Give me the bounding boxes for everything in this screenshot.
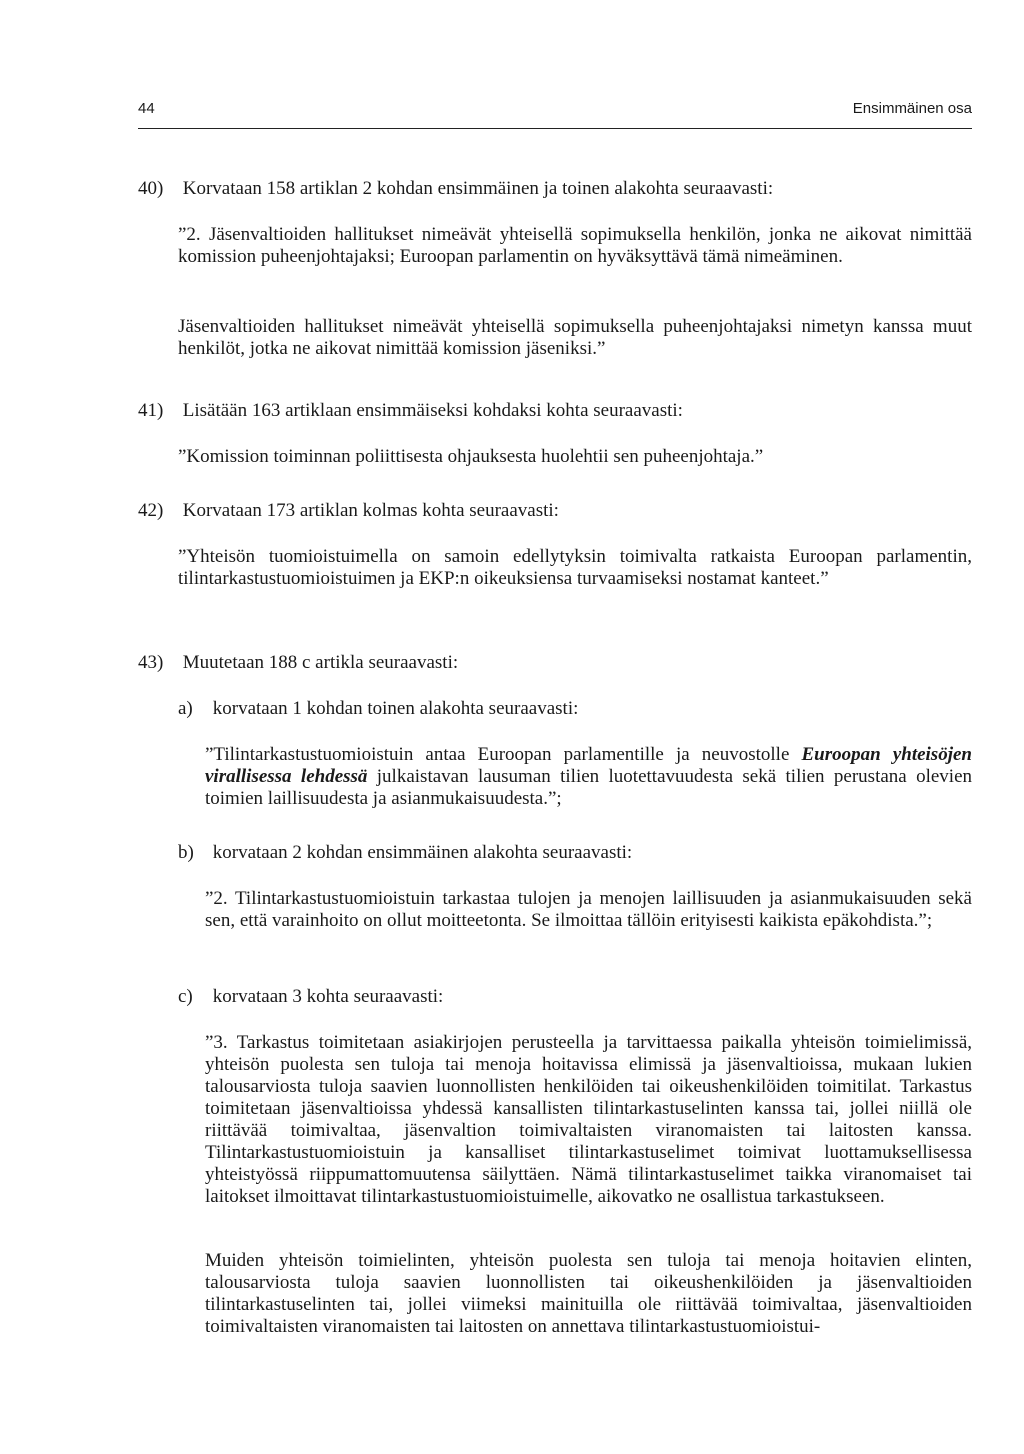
- item-text: Korvataan 158 artiklan 2 kohdan ensimmäinen ja toinen alakohta seuraavasti:: [182, 178, 774, 199]
- quote-paragraph: ”Yhteisön tuomioistuimella on samoin edellytyksin toimivalta ratkaista Euroopan parlamentin, tilintarkastustuomioistuimen ja EKP:n oikeuksiensa turvaamiseksi nostamat kanteet.”: [178, 546, 972, 589]
- header-rule: [138, 128, 972, 129]
- quote-text: julkaistavan lausuman tilien luotettavuudesta sekä tilien perustana olevien toimien laillisuudesta ja asianmukaisuudesta.”;: [205, 766, 972, 809]
- subitem-c: [178, 986, 443, 1008]
- subitem-b: [178, 842, 632, 864]
- item-43: [138, 652, 458, 674]
- item-40: [138, 178, 773, 200]
- item-text: Lisätään 163 artiklaan ensimmäiseksi kohdaksi kohta seuraavasti:: [182, 400, 683, 421]
- item-label: 41): [138, 400, 164, 421]
- journal-title: Euroopan yhteisöjen virallisessa lehdessä: [205, 744, 972, 787]
- quote-paragraph: ”3. Tarkastus toimitetaan asiakirjojen perusteella ja tarvittaessa paikalla yhteisön toimielimissä, yhteisön puolesta sen tuloja tai menoja hoitavissa elimissä ja jäsenvaltioissa, mukaan lukien talousarviosta tuloja saavien luonnollisten henkilöiden tai oikeushenkilöiden toimitilat. Tarkastus toimitetaan jäsenvaltioissa yhdessä kansallisten tilintarkastuselinten kanssa tai, jollei niillä ole riittävää toimivaltaa, jäsenvaltion toimivaltaisten viranomaisten tai laitosten kanssa. Tilintarkastustuomioistuin ja kansalliset tilintarkastuselimet toimivat luottamuksellisessa yhteistyössä riippumattomuutensa säilyttäen. Nämä tilintarkastuselimet taikka viranomaiset tai laitokset ilmoittavat tilintarkastustuomioistuimelle, aikovatko ne osallistua tarkastukseen.: [205, 1032, 972, 1207]
- section-title: Ensimmäinen osa: [852, 100, 972, 117]
- subitem-text: korvataan 2 kohdan ensimmäinen alakohta seuraavasti:: [212, 842, 633, 863]
- subitem-label: a): [178, 698, 193, 719]
- quote-paragraph: ”Komission toiminnan poliittisesta ohjauksesta huolehtii sen puheenjohtaja.”: [178, 446, 764, 467]
- subitem-a: [178, 698, 578, 720]
- item-text: Korvataan 173 artiklan kolmas kohta seuraavasti:: [182, 500, 559, 521]
- item-42: [138, 500, 559, 522]
- quote-paragraph: ”2. Tilintarkastustuomioistuin tarkastaa tulojen ja menojen laillisuuden ja asianmukaisuuden sekä sen, että varainhoito on ollut moitteetonta. Se ilmoittaa tällöin erityisesti kaikista epäkohdista.”;: [205, 888, 972, 931]
- subitem-text: korvataan 3 kohta seuraavasti:: [212, 986, 444, 1007]
- quote-paragraph: Muiden yhteisön toimielinten, yhteisön puolesta sen tuloja tai menoja hoitavien elinten, talousarviosta tuloja saavien luonnollisten tai oikeushenkilöiden ja jäsenvaltioiden tilintarkastuselinten tai, jollei viimeksi mainituilla ole riittävää toimivaltaa, jäsenvaltioiden toimivaltaisten viranomaisten tai laitosten on annettava tilintarkastustuomioistui-: [205, 1250, 972, 1337]
- quote-paragraph: ”2. Jäsenvaltioiden hallitukset nimeävät yhteisellä sopimuksella henkilön, jonka ne aikovat nimittää komission puheenjohtajaksi; Euroopan parlamentin on hyväksyttävä tämä nimeäminen.: [178, 224, 972, 267]
- item-label: 42): [138, 500, 164, 521]
- page-number: 44: [138, 100, 155, 117]
- item-41: [138, 400, 683, 422]
- item-label: 40): [138, 178, 164, 199]
- subitem-label: c): [178, 986, 193, 1007]
- quote-paragraph: [205, 744, 972, 810]
- item-label: 43): [138, 652, 164, 673]
- quote-text: ”Tilintarkastustuomioistuin antaa Euroopan parlamentille ja neuvostolle: [205, 744, 802, 765]
- subitem-label: b): [178, 842, 194, 863]
- subitem-text: korvataan 1 kohdan toinen alakohta seuraavasti:: [212, 698, 579, 719]
- page-header: [138, 100, 972, 130]
- item-text: Muutetaan 188 c artikla seuraavasti:: [182, 652, 459, 673]
- quote-paragraph: Jäsenvaltioiden hallitukset nimeävät yhteisellä sopimuksella puheenjohtajaksi nimetyn kanssa muut henkilöt, jotka ne aikovat nimittää komission jäseniksi.”: [178, 316, 972, 359]
